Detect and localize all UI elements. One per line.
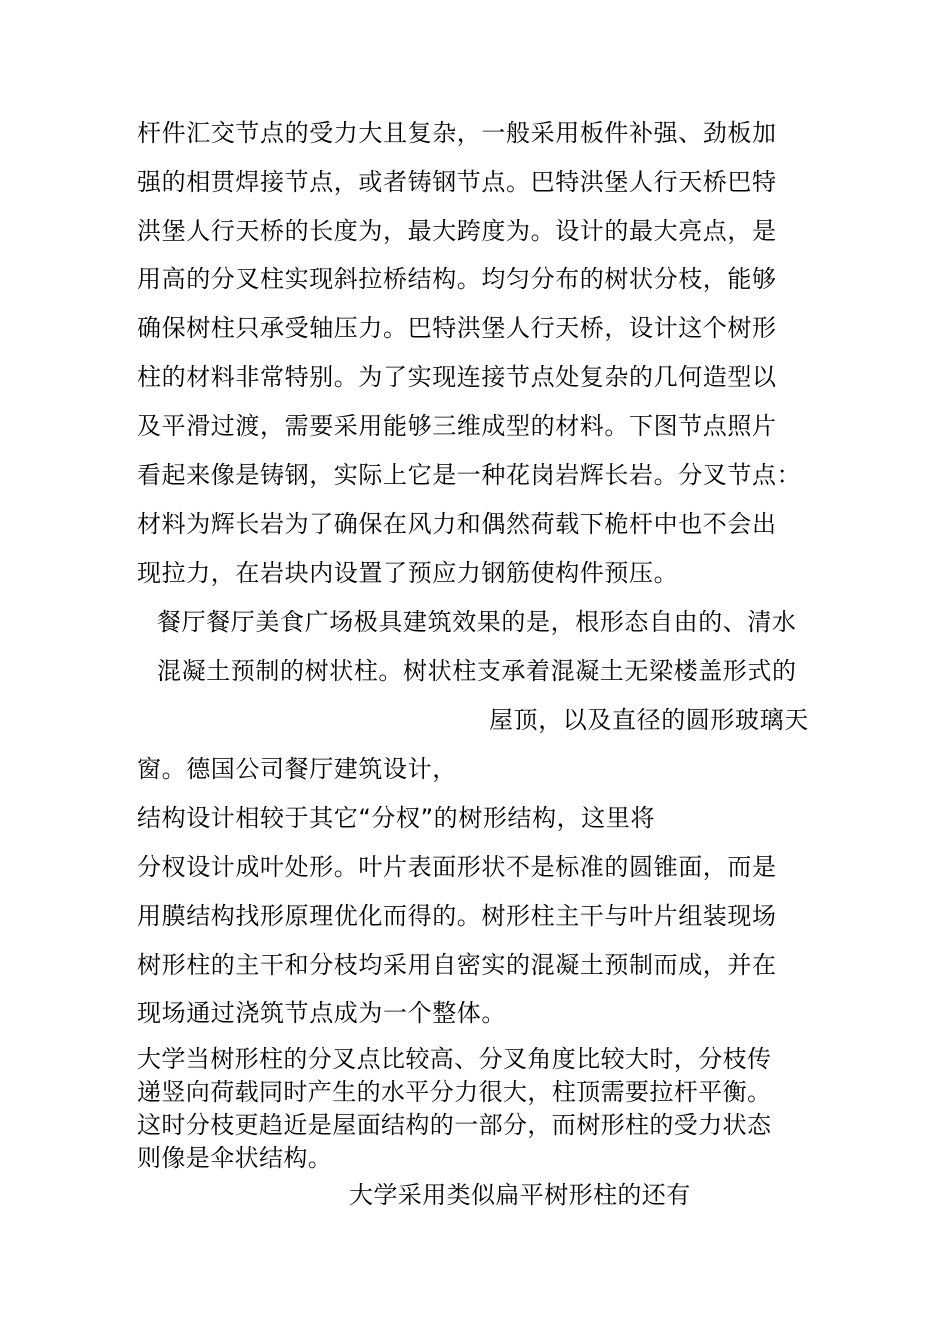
text-line: 强的相贯焊接节点，或者铸钢节点。巴特洪堡人行天桥巴特 [137,168,777,196]
text-line: 递竖向荷载同时产生的水平分力很大，柱顶需要拉杆平衡。 [137,1078,772,1106]
text-line: 大学采用类似扁平树形柱的还有 [349,1181,691,1209]
text-line: 杆件汇交节点的受力大且复杂，一般采用板件补强、劲板加 [137,119,777,147]
text-line: 确保树柱只承受轴压力。巴特洪堡人行天桥，设计这个树形 [137,314,777,342]
text-line: 屋顶，以及直径的圆形玻璃天 [489,706,809,734]
text-line: 洪堡人行天桥的长度为，最大跨度为。设计的最大亮点，是 [137,217,777,245]
text-line: 看起来像是铸钢，实际上它是一种花岗岩辉长岩。分叉节点： [137,461,802,489]
text-line: 用膜结构找形原理优化而得的。树形柱主干与叶片组装现场 [137,902,777,930]
text-line: 材料为辉长岩为了确保在风力和偶然荷载下桅杆中也不会出 [137,510,777,538]
text-line: 现拉力，在岩块内设置了预应力钢筋使构件预压。 [137,559,679,587]
text-line: 分杈设计成叶处形。叶片表面形状不是标准的圆锥面，而是 [137,853,777,881]
text-line: 大学当树形柱的分叉点比较高、分叉角度比较大时，分枝传 [137,1045,772,1073]
text-line: 混凝土预制的树状柱。树状柱支承着混凝土无梁楼盖形式的 [157,657,797,685]
text-line: 用高的分叉柱实现斜拉桥结构。均匀分布的树状分枝，能够 [137,265,777,293]
text-line: 这时分枝更趋近是屋面结构的一部分，而树形柱的受力状态 [137,1111,772,1139]
text-line: 现场通过浇筑节点成为一个整体。 [137,999,506,1027]
text-line: 餐厅餐厅美食广场极具建筑效果的是，根形态自由的、清水 [157,608,797,636]
text-line: 柱的材料非常特别。为了实现连接节点处复杂的几何造型以 [137,363,777,391]
text-line: 窗。德国公司餐厅建筑设计， [137,755,457,783]
text-line: 及平滑过渡，需要采用能够三维成型的材料。下图节点照片 [137,412,777,440]
text-line: 树形柱的主干和分枝均采用自密实的混凝土预制而成，并在 [137,951,777,979]
text-line: 则像是伞状结构。 [137,1144,333,1172]
text-line: 结构设计相较于其它“分杈”的树形结构，这里将 [137,804,656,832]
